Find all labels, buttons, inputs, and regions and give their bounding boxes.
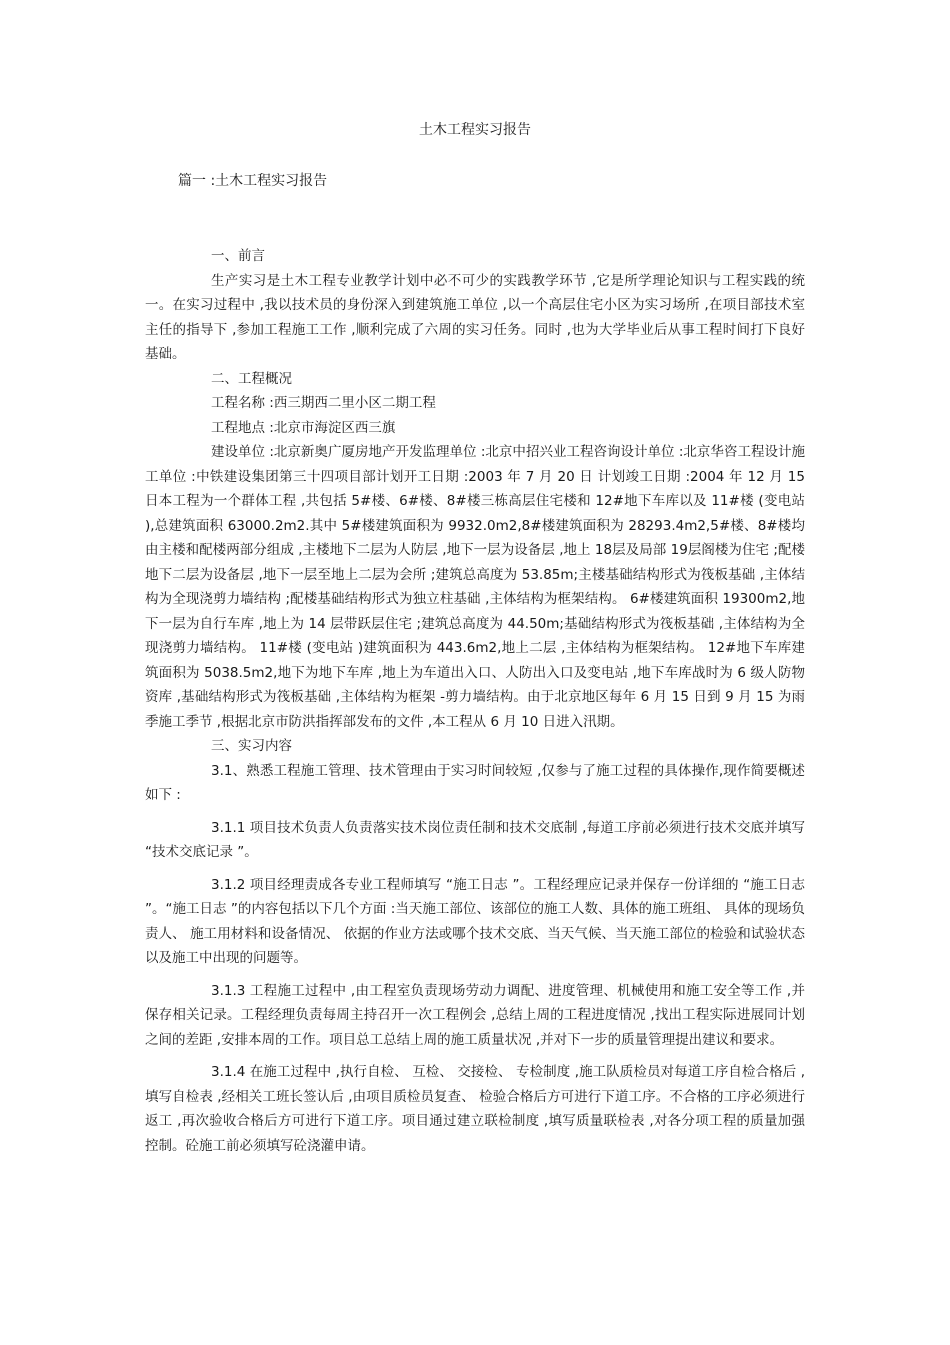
paragraph-3-1: 3.1、熟悉工程施工管理、技术管理由于实习时间较短 ,仅参与了施工过程的具体操作,现作简要概述如下 : xyxy=(145,762,805,803)
document-body xyxy=(145,244,805,1158)
document-title: 土木工程实习报告 xyxy=(419,122,531,138)
paragraph-overview: 建设单位 :北京新奥广厦房地产开发监理单位 :北京中招兴业工程咨询设计单位 :北京华咨工程设计施工单位 :中铁建设集团第三十四项目部计划开工日期 :2003 年 7 月 20 日 计划竣工日期 :2004 年 12 月 15 日本工程为一个群体工程 ,共包括 5#楼、6#楼、8#楼三栋高层住宅楼和 12#地下车库以及 11#楼 (变电站 ),总建筑面积 63000.2m2.其中 5#楼建筑面积为 9932.0m2,8#楼建筑面积为 28293.4m2,5#楼、8#楼均由主楼和配楼两部分组成 ,主楼地下二层为人防层 ,地下一层为设备层 ,地上 18层及局部 19层阁楼为住宅 ;配楼地下二层为设备层 ,地下一层至地上二层为会所 ;建筑总高度为 53.85m;主楼基础结构形式为筏板基础 ,主体结构为全现浇剪力墙结构 ;配楼基础结构形式为独立柱基础 ,主体结构为框架结构。 6#楼建筑面积 19300m2,地下一层为自行车库 ,地上为 14 层带跃层住宅 ;建筑总高度为 44.50m;基础结构形式为筏板基础 ,主体结构为全现浇剪力墙结构。 11#楼 (变电站 )建筑面积为 443.6m2,地上二层 ,主体结构为框架结构。 12#地下车库建筑面积为 5038.5m2,地下为地下车库 ,地上为车道出入口、人防出入口及变电站 ,地下车库战时为 6 级人防物资库 ,基础结构形式为筏板基础 ,主体结构为框架 -剪力墙结构。由于北京地区每年 6 月 15 日到 9 月 15 为雨季施工季节 ,根据北京市防洪指挥部发布的文件 ,本工程从 6 月 10 日进入汛期。 xyxy=(145,444,805,730)
project-name-line: 工程名称 :西三期西二里小区二期工程 xyxy=(211,395,436,411)
paragraph-3-1-3: 3.1.3 工程施工过程中 ,由工程室负责现场劳动力调配、进度管理、机械使用和施工安全等工作 ,并保存相关记录。工程经理负责每周主持召开一次工程例会 ,总结上周的工程进度情况 ,找出工程实际进展同计划之间的差距 ,安排本周的工作。项目总工总结上周的施工质量状况 ,并对下一步的质量管理提出建议和要求。 xyxy=(145,982,805,1048)
paragraph-preface: 生产实习是土木工程专业教学计划中必不可少的实践教学环节 ,它是所学理论知识与工程实践的统一。在实习过程中 ,我以技术员的身份深入到建筑施工单位 ,以一个高层住宅小区为实习场所 ,在项目部技术室主任的指导下 ,参加工程施工工作 ,顺利完成了六周的实习任务。同时 ,也为大学毕业后从事工程时间打下良好基础。 xyxy=(145,272,805,362)
section-heading-content: 三、实习内容 xyxy=(211,738,292,754)
section-heading-overview: 二、工程概况 xyxy=(211,370,292,387)
section-heading-preface: 一、前言 xyxy=(211,248,265,264)
paragraph-3-1-2: 3.1.2 项目经理责成各专业工程师填写 “施工日志 ”。工程经理应记录并保存一份详细的 “施工日志 ”。“施工日志 ”的内容包括以下几个方面 :当天施工部位、该部位的施工人数、具体的施工班组、 具体的现场负责人、 施工用材料和设备情况、 依据的作业方法或哪个技术交底、当天气候、当天施工部位的检验和试验状态以及施工中出现的问题等。 xyxy=(145,876,805,966)
document-subtitle: 篇一 :土木工程实习报告 xyxy=(178,173,328,189)
project-location-line: 工程地点 :北京市海淀区西三旗 xyxy=(211,419,396,436)
paragraph-3-1-4: 3.1.4 在施工过程中 ,执行自检、 互检、 交接检、 专检制度 ,施工队质检员对每道工序自检合格后 ,填写自检表 ,经相关工班长签认后 ,由项目质检员复查、 检验合格后方可进行下道工序。不合格的工序必须进行返工 ,再次验收合格后方可进行下道工序。项目通过建立联检制度 ,填写质量联检表 ,对各分项工程的质量加强控制。砼施工前必须填写砼浇灌申请。 xyxy=(145,1064,805,1154)
paragraph-3-1-1: 3.1.1 项目技术负责人负责落实技术岗位责任制和技术交底制 ,每道工序前必须进行技术交底并填写 “技术交底记录 ”。 xyxy=(145,819,805,860)
